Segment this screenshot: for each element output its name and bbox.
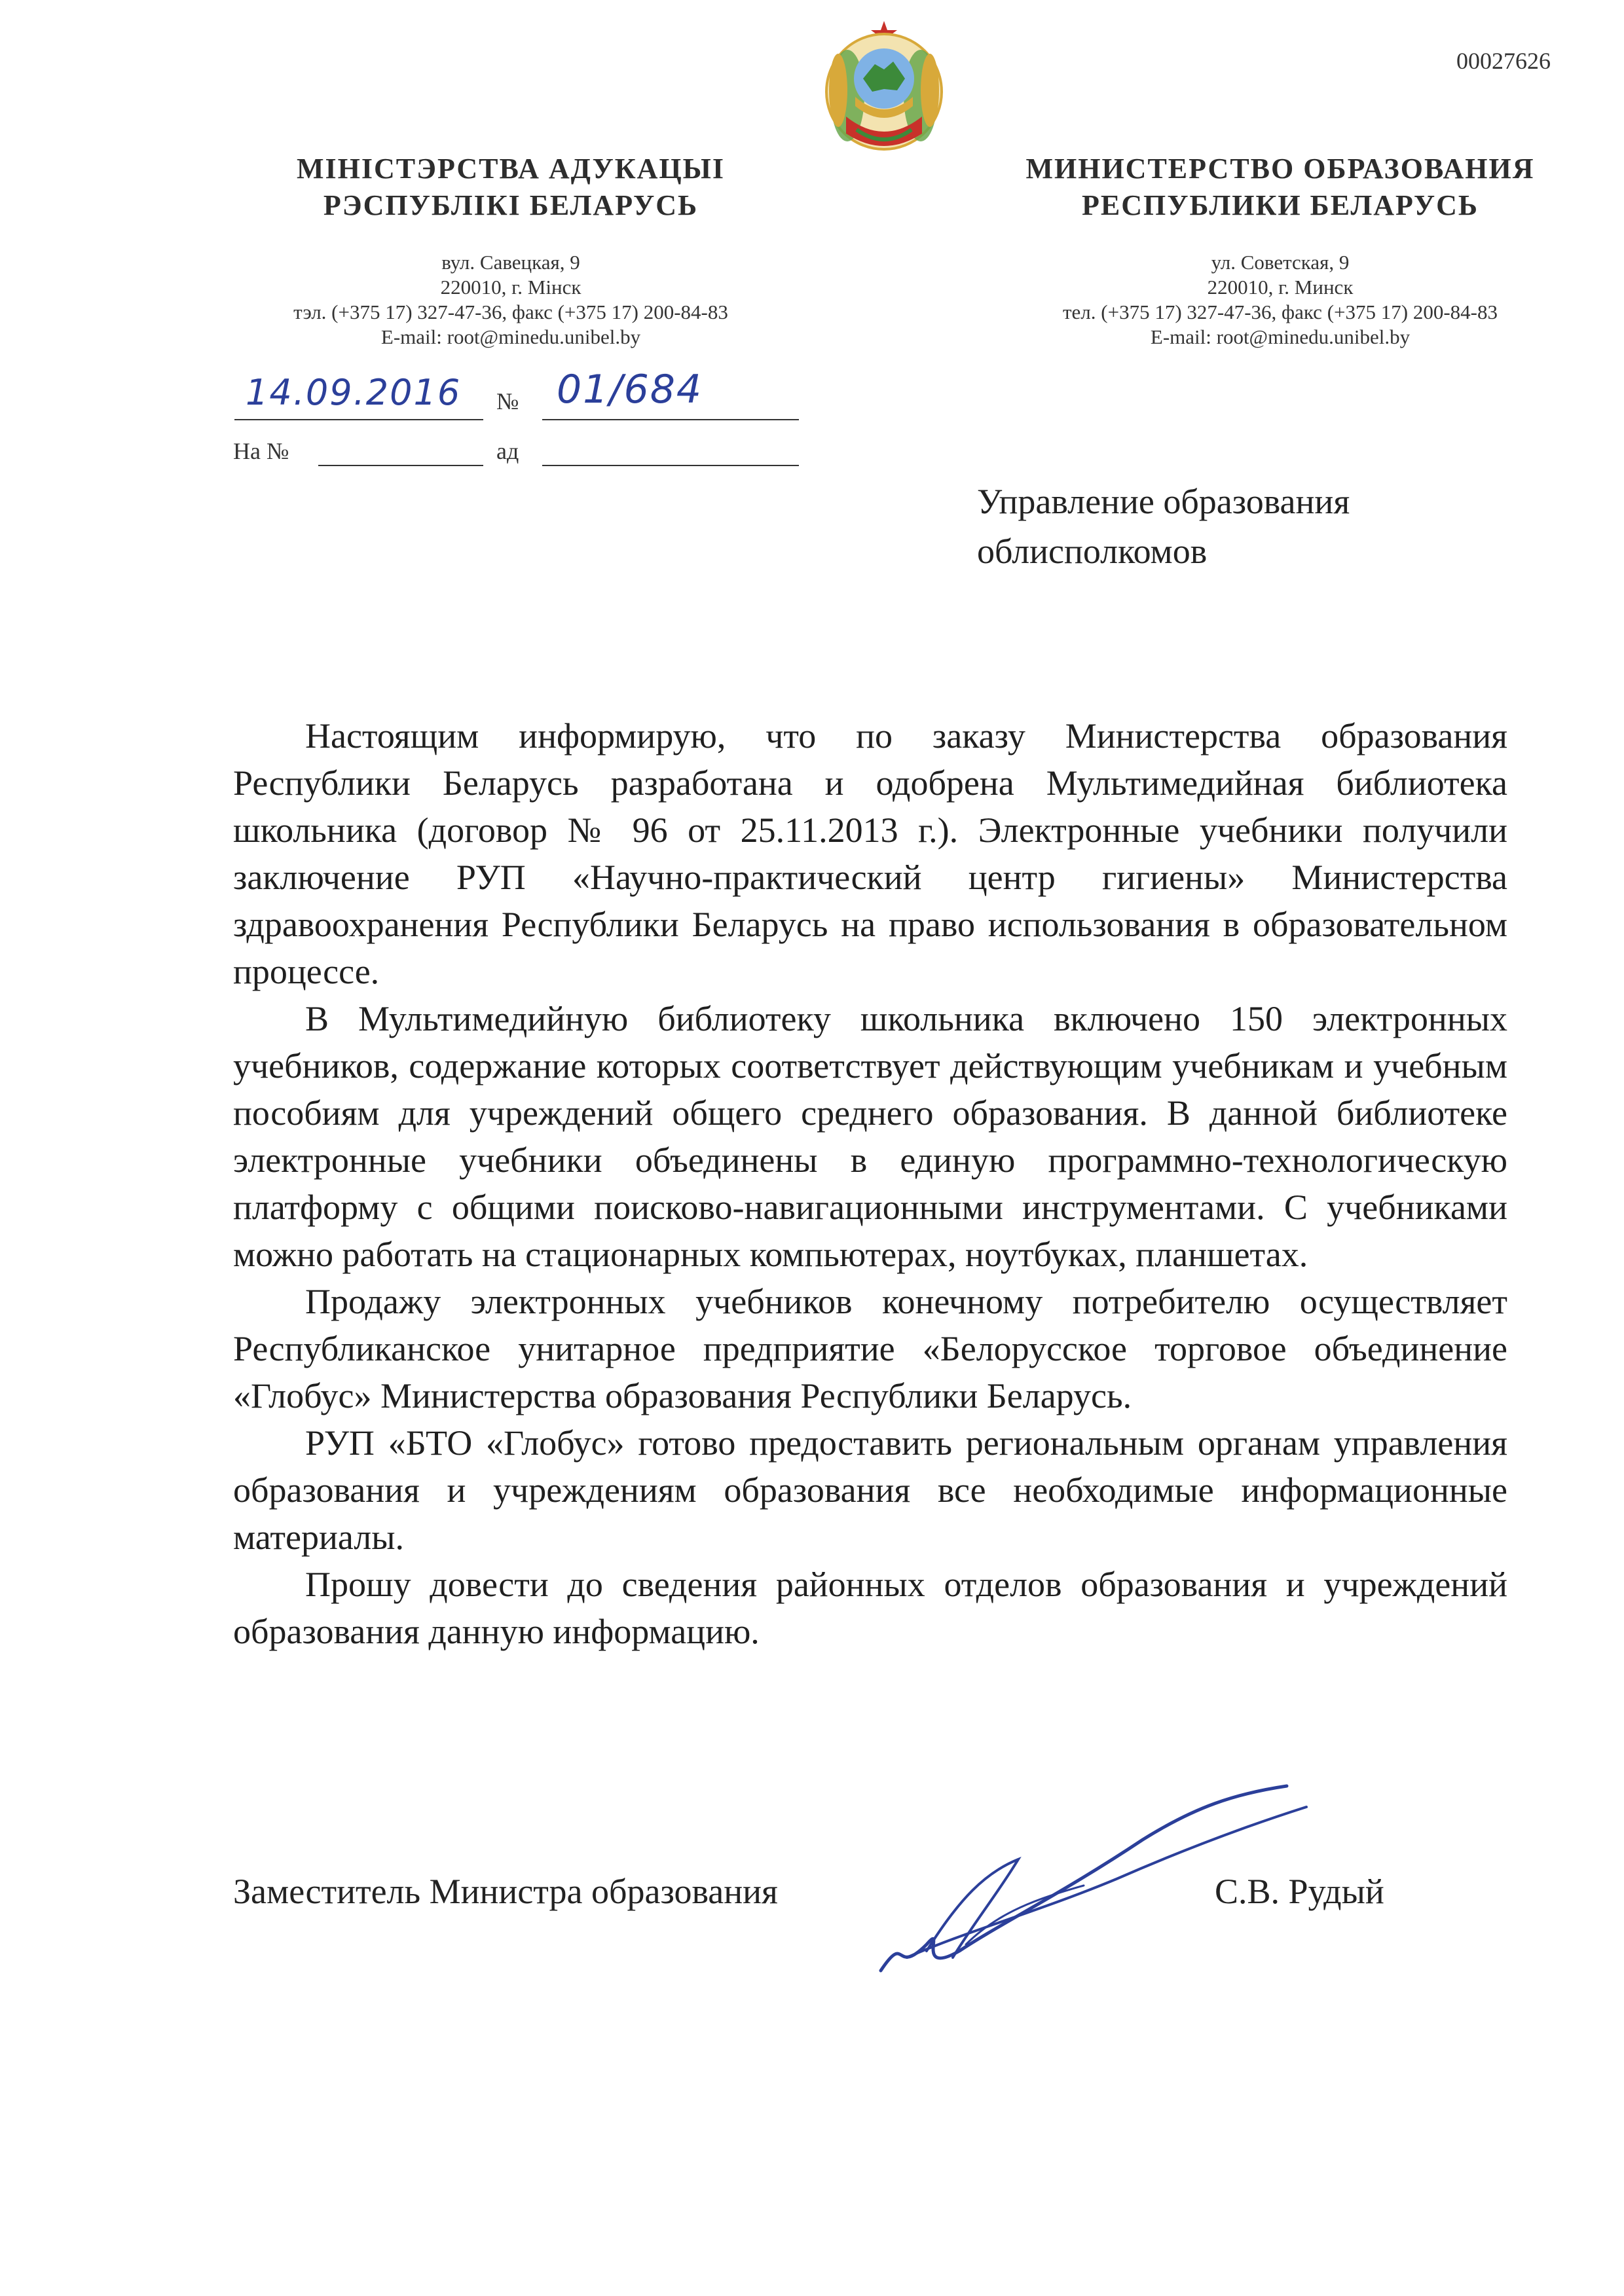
addressee	[977, 477, 1350, 576]
contacts-belarusian	[216, 250, 805, 350]
ad-underline	[542, 465, 799, 466]
registration-number: 01/684	[557, 367, 703, 412]
phone-line: тел. (+375 17) 327-47-36, факс (+375 17) 200-84-83	[1063, 301, 1498, 323]
body-paragraph: РУП «БТО «Глобус» готово предоставить региональным органам управления образования и учреждениям образования все необходимые информационные материалы.	[233, 1423, 1507, 1557]
document-number: 00027626	[1456, 48, 1551, 74]
reply-underline	[318, 465, 483, 466]
address-line: вул. Савецкая, 9	[441, 251, 580, 274]
org-line: РЭСПУБЛІКІ БЕЛАРУСЬ	[323, 189, 699, 221]
number-underline	[542, 419, 799, 420]
body-paragraph: Настоящим информирую, что по заказу Министерства образования Республики Беларусь разработана и одобрена Мультимедийная библиотека школьника (договор № 96 от 25.11.2013 г.). Электронные учебники получили заключение РУП «Научно-практический центр гигиены» Министерства здравоохранения Республики Беларусь на право использования в образовательном процессе.	[233, 716, 1507, 991]
org-line: МІНІСТЭРСТВА АДУКАЦЫІ	[297, 153, 725, 185]
org-name-russian	[986, 151, 1575, 224]
body-paragraph: Прошу довести до сведения районных отделов образования и учреждений образования данную информацию.	[233, 1565, 1507, 1651]
letter-body	[233, 712, 1507, 1655]
address-line: ул. Советская, 9	[1211, 251, 1350, 274]
org-line: МИНИСТЕРСТВО ОБРАЗОВАНИЯ	[1025, 153, 1535, 185]
date-underline	[234, 419, 483, 420]
addressee-line: Управление образования	[977, 482, 1350, 521]
contacts-russian	[986, 250, 1575, 350]
reply-label: На №	[233, 438, 289, 464]
email-line: E-mail: root@minedu.unibel.by	[1150, 325, 1411, 348]
addressee-line: облисполкомов	[977, 532, 1208, 571]
signatory-position: Заместитель Министра образования	[233, 1872, 778, 1911]
phone-line: тэл. (+375 17) 327-47-36, факс (+375 17) 200-84-83	[293, 301, 728, 323]
signatory-name: С.В. Рудый	[1215, 1872, 1384, 1911]
body-paragraph: Продажу электронных учебников конечному потребителю осуществляет Республиканское унитарное предприятие «Белорусское торговое объединение «Глобус» Министерства образования Республики Беларусь.	[233, 1282, 1507, 1415]
email-line: E-mail: root@minedu.unibel.by	[380, 325, 641, 348]
address-line: 220010, г. Мінск	[440, 276, 581, 299]
org-name-belarusian	[216, 151, 805, 224]
registration-date: 14.09.2016	[246, 372, 462, 413]
org-line: РЕСПУБЛИКИ БЕЛАРУСЬ	[1081, 189, 1479, 221]
address-line: 220010, г. Минск	[1207, 276, 1354, 299]
ad-label: ад	[496, 438, 519, 464]
number-label: №	[496, 388, 519, 414]
state-emblem-icon	[807, 18, 961, 165]
body-paragraph: В Мультимедийную библиотеку школьника включено 150 электронных учебников, содержание которых соответствует действующим учебникам и учебным пособиям для учреждений общего среднего образования. В данной библиотеке электронные учебники объединены в единую программно-технологическую платформу с общими поисково-навигационными инструментами. С учебниками можно работать на стационарных компьютерах, ноутбуках, планшетах.	[233, 999, 1507, 1274]
